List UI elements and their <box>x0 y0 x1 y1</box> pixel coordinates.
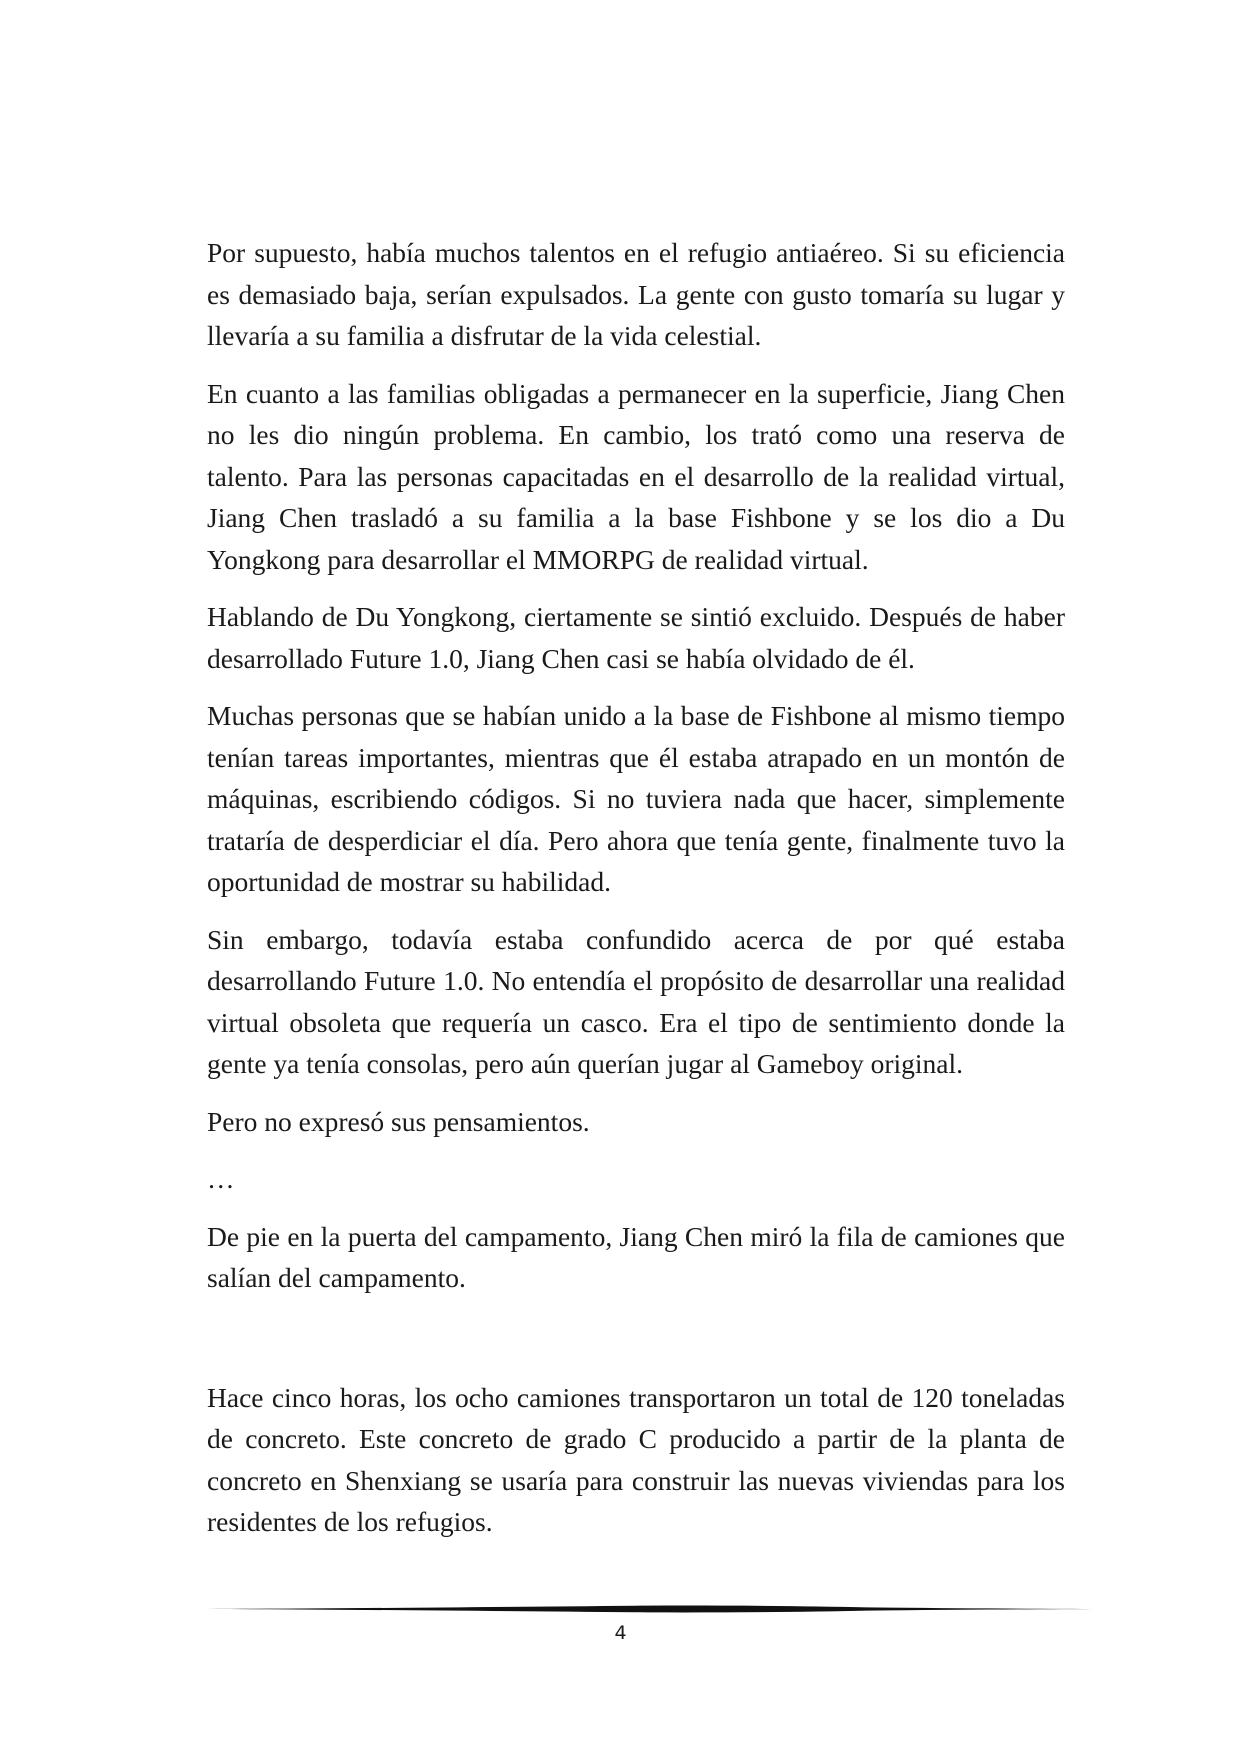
paragraph-7: De pie en la puerta del campamento, Jiang Chen miró la fila de camiones que salían del campamento. <box>207 1220 1065 1293</box>
paragraph-4: Muchas personas que se habían unido a la base de Fishbone al mismo tiempo tenían tareas importantes, mientras que él estaba atrapado en un montón de máquinas, escribiendo códigos. Si no tuviera nada que hacer, simplemente trataría de desperdiciar el día. Pero ahora que tenía gente, finalmente tuvo la oportunidad de mostrar su habilidad. <box>207 700 1065 897</box>
scene-break: … <box>207 1163 235 1194</box>
paragraph-6: Pero no expresó sus pensamientos. <box>207 1105 590 1137</box>
page-number: 4 <box>614 1622 627 1644</box>
body-text <box>207 232 1065 1559</box>
paragraph-1: Por supuesto, había muchos talentos en el refugio antiaéreo. Si su eficiencia es demasiado baja, serían expulsados. La gente con gusto tomaría su lugar y llevaría a su familia a disfrutar de la vida celestial. <box>207 237 1065 351</box>
paragraph-3: Hablando de Du Yongkong, ciertamente se sintió excluido. Después de haber desarrollado Future 1.0, Jiang Chen casi se había olvidado de él. <box>207 601 1065 674</box>
paragraph-5: Sin embargo, todavía estaba confundido acerca de por qué estaba desarrollando Future 1.0. No entendía el propósito de desarrollar una realidad virtual obsoleta que requería un casco. Era el tipo de sentimiento donde la gente ya tenía consolas, pero aún querían jugar al Gameboy original. <box>207 923 1065 1079</box>
footer-divider <box>207 1603 1102 1615</box>
paragraph-2: En cuanto a las familias obligadas a permanecer en la superficie, Jiang Chen no les dio ningún problema. En cambio, los trató como una reserva de talento. Para las personas capacitadas en el desarrollo de la realidad virtual, Jiang Chen trasladó a su familia a la base Fishbone y se los dio a Du Yongkong para desarrollar el MMORPG de realidad virtual. <box>207 377 1065 575</box>
paragraph-8: Hace cinco horas, los ocho camiones transportaron un total de 120 toneladas de concreto. Este concreto de grado C producido a partir de la planta de concreto en Shenxiang se usaría para construir las nuevas viviendas para los residentes de los refugios. <box>207 1381 1065 1537</box>
